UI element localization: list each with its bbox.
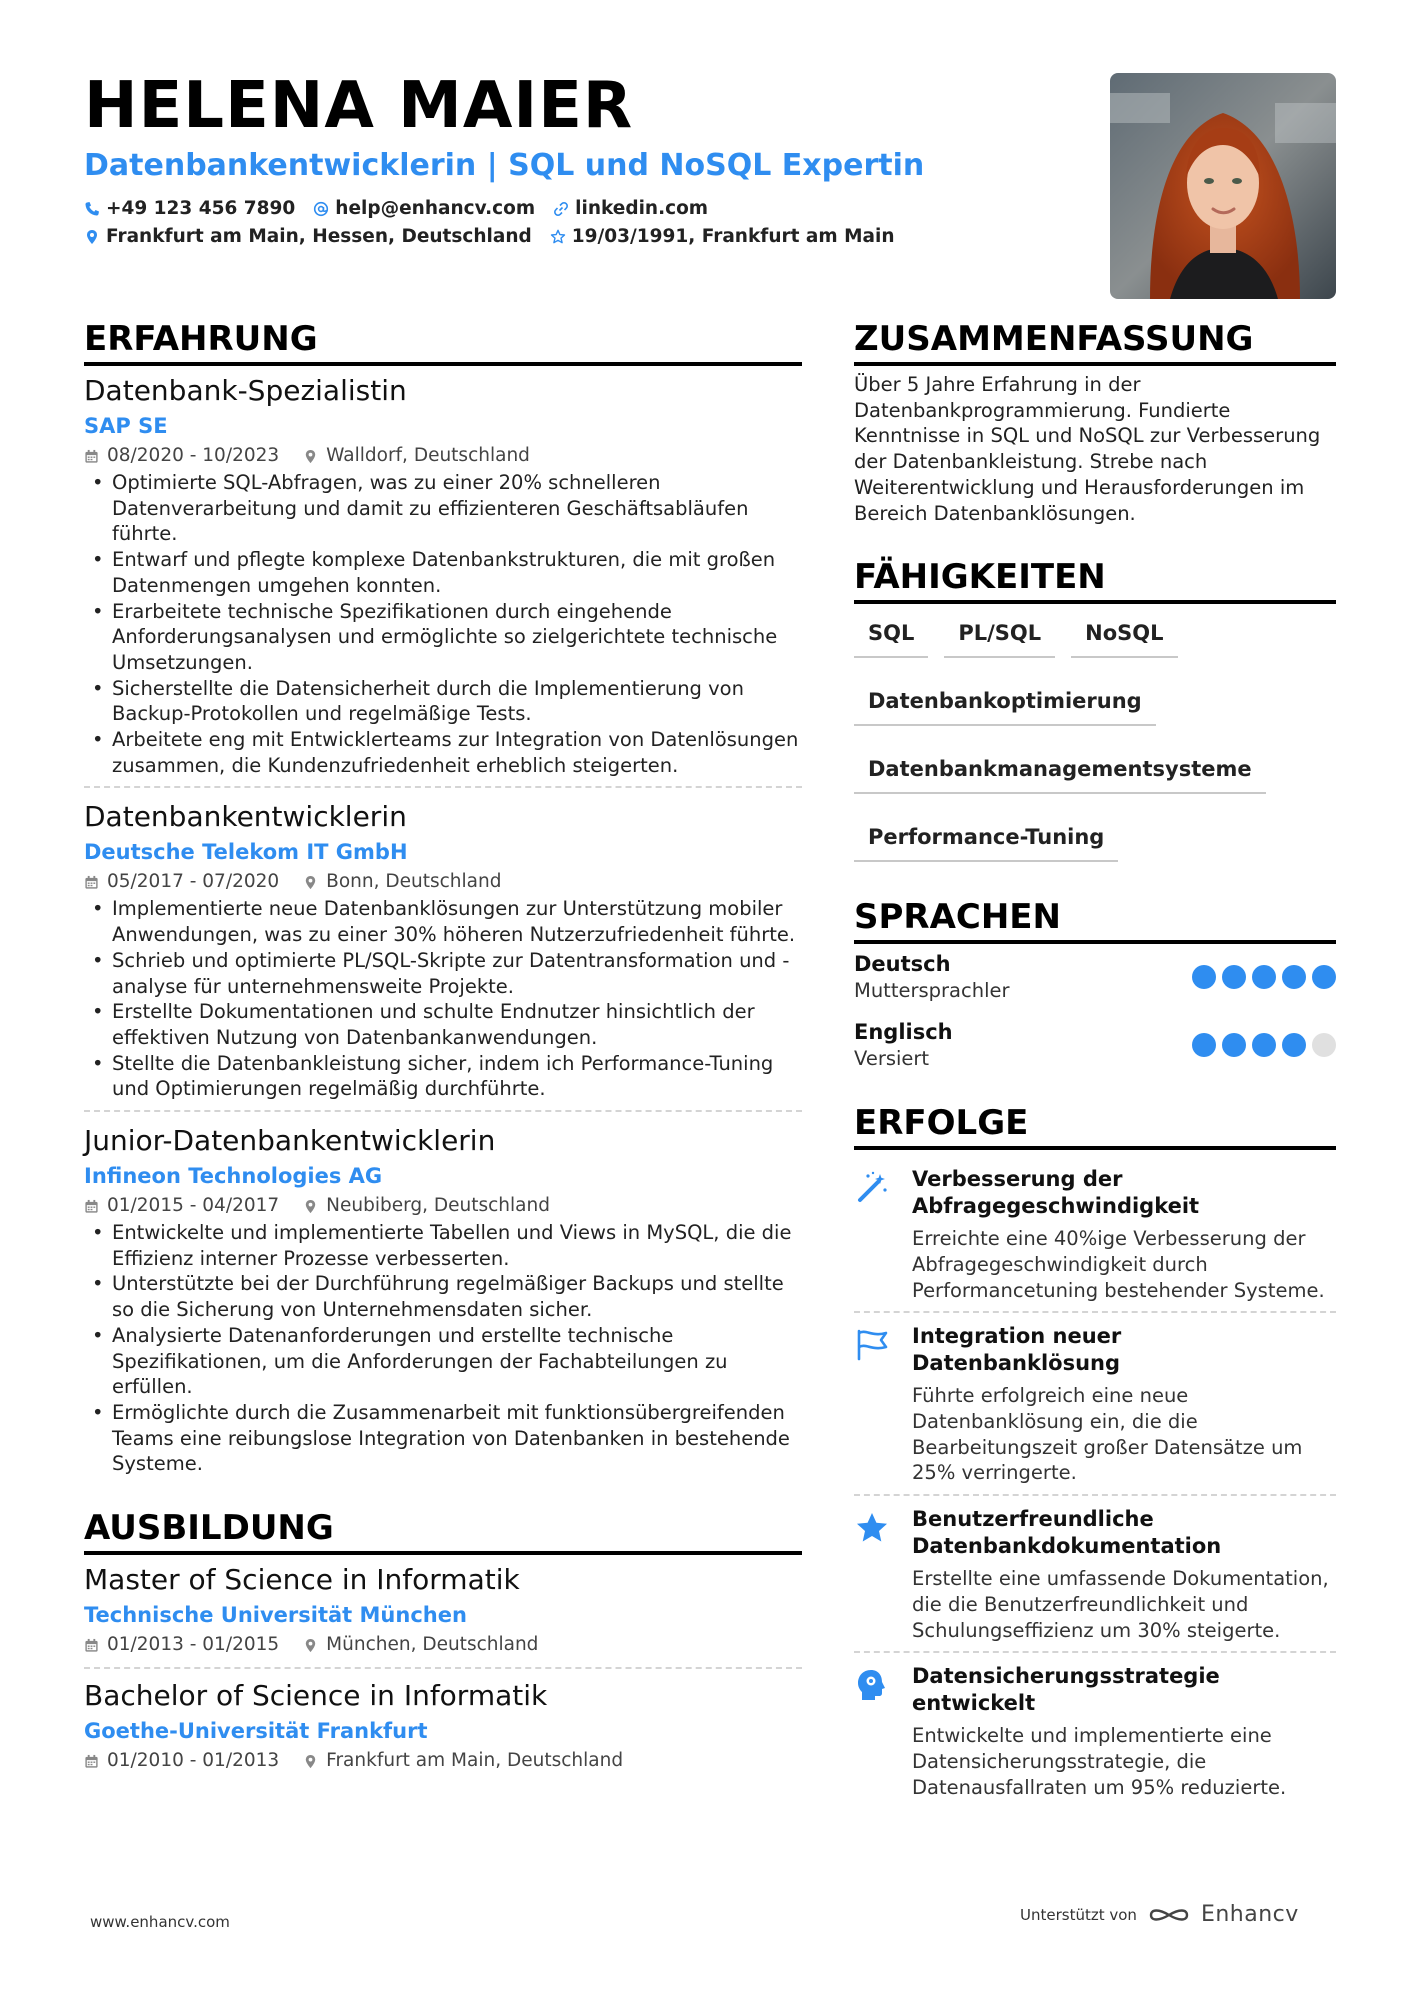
job-role: Datenbankentwicklerin [84, 800, 407, 834]
achievement-item [854, 1313, 1336, 1496]
summary-title: ZUSAMMENFASSUNG [854, 318, 1336, 366]
achievement-icon-wrap [854, 1663, 894, 1800]
job-company: Deutsche Telekom IT GmbH [84, 840, 408, 865]
job-company: Infineon Technologies AG [84, 1164, 383, 1189]
location-pin-icon [303, 875, 318, 890]
job-location-text: Walldorf, Deutschland [326, 445, 530, 466]
candidate-headline: Datenbankentwicklerin | SQL und NoSQL Expertin [84, 148, 925, 183]
location-pin-icon [303, 1754, 318, 1769]
education-dates [84, 1631, 279, 1659]
achievement-desc: Erreichte eine 40%ige Verbesserung der Abfragegeschwindigkeit durch Performancetuning bestehender Systeme. [912, 1227, 1325, 1302]
job-dates [84, 868, 279, 896]
job-bullets [84, 1220, 802, 1477]
head-icon [854, 1667, 890, 1703]
phone-text: +49 123 456 7890 [106, 198, 296, 219]
skill-tag: Performance-Tuning [854, 822, 1118, 862]
achievement-title: Integration neuer Datenbanklösung [912, 1324, 1122, 1376]
job-location-text: Neubiberg, Deutschland [326, 1195, 550, 1217]
contact-location [84, 224, 532, 250]
contact-birth [550, 224, 895, 250]
location-pin-icon [303, 1638, 318, 1653]
achievement-desc: Führte erfolgreich eine neue Datenbanklösung ein, die die Bearbeitungszeit großer Datensätze um 25% verringerte. [912, 1384, 1303, 1485]
star-outline-icon [550, 229, 566, 245]
education-location [303, 1747, 623, 1775]
star-icon [854, 1510, 890, 1546]
education-location-text: Frankfurt am Main, Deutschland [326, 1750, 624, 1772]
job-entry [84, 1112, 802, 1485]
rating-dot-filled [1192, 1033, 1216, 1057]
rating-dot-filled [1222, 965, 1246, 989]
email-text: help@enhancv.com [335, 198, 536, 219]
rating-dot-filled [1312, 965, 1336, 989]
achievement-desc: Entwickelte und implementierte eine Datensicherungsstrategie, die Datenausfallraten um 95% reduzierte. [912, 1724, 1287, 1799]
bullet-item: • Entwickelte und implementierte Tabellen und Views in MySQL, die die Effizienz interner Prozesse verbesserten. [84, 1220, 802, 1271]
location-pin-icon [303, 1199, 318, 1214]
skills-list [854, 618, 1324, 862]
brand-name: Enhancv [1200, 1902, 1299, 1927]
achievement-title: Verbesserung der Abfragegeschwindigkeit [912, 1167, 1200, 1219]
contact-phone[interactable] [84, 196, 295, 222]
rating-dot-filled [1252, 965, 1276, 989]
job-dates [84, 442, 279, 470]
job-entry [84, 372, 802, 788]
education-degree: Master of Science in Informatik [84, 1563, 520, 1597]
education-entry [84, 1561, 802, 1669]
education-school: Goethe-Universität Frankfurt [84, 1719, 428, 1744]
achievements-title: ERFOLGE [854, 1102, 1336, 1150]
language-name: Deutsch [854, 952, 951, 977]
skill-tag: Datenbankoptimierung [854, 686, 1156, 726]
contact-email[interactable] [313, 196, 535, 222]
job-bullets [84, 896, 802, 1102]
left-column [84, 318, 802, 1783]
rating-dot-filled [1282, 965, 1306, 989]
job-entry [84, 788, 802, 1112]
calendar-icon [84, 1199, 99, 1214]
contact-row-2 [84, 224, 1084, 250]
language-name: Englisch [854, 1020, 953, 1045]
education-degree: Bachelor of Science in Informatik [84, 1679, 548, 1713]
birth-text: 19/03/1991, Frankfurt am Main [571, 226, 895, 247]
skill-tag: SQL [854, 618, 928, 658]
resume-header [84, 70, 1084, 250]
education-title: AUSBILDUNG [84, 1507, 802, 1555]
skill-tag: NoSQL [1071, 618, 1177, 658]
footer-branding [1020, 1902, 1299, 1927]
candidate-name: HELENA MAIER [84, 69, 634, 143]
calendar-icon [84, 1754, 99, 1769]
achievement-title: Datensicherungsstrategie entwickelt [912, 1664, 1220, 1716]
contact-row-1 [84, 196, 1084, 222]
job-company: SAP SE [84, 414, 168, 438]
languages-title: SPRACHEN [854, 896, 1336, 944]
job-bullets [84, 470, 802, 778]
job-meta [84, 442, 802, 470]
job-location [303, 1192, 550, 1220]
right-column [854, 318, 1336, 1808]
job-location-text: Bonn, Deutschland [326, 871, 502, 893]
rating-dot-filled [1252, 1033, 1276, 1057]
language-item [854, 950, 1336, 1004]
bullet-item: • Arbeitete eng mit Entwicklerteams zur Integration von Datenlösungen zusammen, die Kundenzufriedenheit erheblich steigerten. [84, 727, 802, 778]
job-location [303, 868, 501, 896]
job-dates-text: 08/2020 - 10/2023 [107, 445, 280, 466]
achievement-title: Benutzerfreundliche Datenbankdokumentation [912, 1507, 1222, 1559]
bullet-item: • Erstellte Dokumentationen und schulte Endnutzer hinsichtlich der effektiven Nutzung von Datenbankanwendungen. [84, 999, 802, 1050]
bullet-item: • Stellte die Datenbankleistung sicher, indem ich Performance-Tuning und Optimierungen regelmäßig durchführte. [84, 1051, 802, 1102]
calendar-icon [84, 449, 99, 464]
profile-photo [1110, 73, 1336, 299]
calendar-icon [84, 1638, 99, 1653]
education-location-text: München, Deutschland [326, 1634, 539, 1656]
achievement-icon-wrap [854, 1166, 894, 1303]
bullet-item: • Entwarf und pflegte komplexe Datenbankstrukturen, die mit großen Datenmengen umgehen konnten. [84, 547, 802, 598]
achievement-item [854, 1653, 1336, 1808]
bullet-item: • Sicherstellte die Datensicherheit durch die Implementierung von Backup-Protokollen und regelmäßige Tests. [84, 676, 802, 727]
location-pin-icon [303, 449, 318, 464]
location-text: Frankfurt am Main, Hessen, Deutschland [106, 226, 532, 247]
job-role: Datenbank-Spezialistin [84, 374, 407, 407]
summary-text: Über 5 Jahre Erfahrung in der Datenbankprogrammierung. Fundierte Kenntnisse in SQL und NoSQL zur Verbesserung der Datenbankleistung. Strebe nach Weiterentwicklung und Herausforderungen im Bereich Datenbanklösungen. [854, 373, 1321, 525]
job-dates-text: 05/2017 - 07/2020 [107, 871, 280, 893]
bullet-item: • Analysierte Datenanforderungen und erstellte technische Spezifikationen, um die Anforderungen der Fachabteilungen zu erfüllen. [84, 1323, 802, 1400]
at-icon [313, 201, 329, 217]
education-meta [84, 1747, 802, 1775]
job-role: Junior-Datenbankentwicklerin [84, 1124, 496, 1158]
language-item [854, 1018, 1336, 1072]
job-dates-text: 01/2015 - 04/2017 [107, 1195, 280, 1217]
education-meta [84, 1631, 802, 1659]
bullet-item: • Schrieb und optimierte PL/SQL-Skripte zur Datentransformation und -analyse für unternehmensweite Projekte. [84, 948, 802, 999]
rating-dot-filled [1192, 965, 1216, 989]
bullet-item: • Optimierte SQL-Abfragen, was zu einer 20% schnelleren Datenverarbeitung und damit zu effizienteren Geschäftsabläufen führte. [84, 470, 802, 547]
skills-title: FÄHIGKEITEN [854, 556, 1336, 604]
footer-website[interactable]: www.enhancv.com [90, 1913, 230, 1931]
bullet-item: • Unterstützte bei der Durchführung regelmäßiger Backups und stellte so die Sicherung von Unternehmensdaten sicher. [84, 1271, 802, 1322]
experience-title: ERFAHRUNG [84, 318, 802, 366]
achievement-icon-wrap [854, 1323, 894, 1486]
enhancv-logo-icon [1147, 1903, 1191, 1927]
skill-tag: Datenbankmanagementsysteme [854, 754, 1266, 794]
job-meta [84, 1192, 802, 1220]
bullet-item: • Erarbeitete technische Spezifikationen durch eingehende Anforderungsanalysen und ermöglichte so zielgerichtete technische Umsetzungen. [84, 599, 802, 676]
job-location [303, 442, 530, 470]
education-location [303, 1631, 538, 1659]
magic-wand-icon [854, 1170, 890, 1206]
bullet-item: • Ermöglichte durch die Zusammenarbeit mit funktionsübergreifenden Teams eine reibungslose Integration von Datenbanken in bestehende Systeme. [84, 1400, 802, 1477]
education-entry [84, 1669, 802, 1783]
calendar-icon [84, 875, 99, 890]
flag-icon [854, 1327, 890, 1363]
rating-dot-filled [1222, 1033, 1246, 1057]
achievement-item [854, 1496, 1336, 1653]
job-meta [84, 868, 802, 896]
job-dates [84, 1192, 279, 1220]
education-dates-text: 01/2013 - 01/2015 [107, 1634, 280, 1656]
education-school: Technische Universität München [84, 1603, 467, 1628]
education-dates [84, 1747, 279, 1775]
language-level: Muttersprachler [854, 979, 1010, 1003]
rating-dot-empty [1312, 1033, 1336, 1057]
language-rating [1192, 1033, 1336, 1057]
contact-linkedin[interactable] [553, 196, 708, 222]
link-icon [553, 201, 569, 217]
achievement-desc: Erstellte eine umfassende Dokumentation, die die Benutzerfreundlichkeit und Schulungseffizienz um 30% steigerte. [912, 1567, 1329, 1642]
phone-icon [84, 201, 100, 217]
powered-by-text: Unterstützt von [1020, 1905, 1137, 1924]
education-dates-text: 01/2010 - 01/2013 [107, 1750, 280, 1772]
achievement-item [854, 1156, 1336, 1313]
achievement-icon-wrap [854, 1506, 894, 1643]
language-level: Versiert [854, 1047, 930, 1071]
bullet-item: • Implementierte neue Datenbanklösungen zur Unterstützung mobiler Anwendungen, was zu einer 30% höheren Nutzerzufriedenheit führte. [84, 896, 802, 947]
location-pin-icon [84, 229, 100, 245]
portrait-image [1110, 73, 1336, 299]
linkedin-text: linkedin.com [575, 198, 709, 219]
language-rating [1192, 965, 1336, 989]
skill-tag: PL/SQL [944, 618, 1055, 658]
rating-dot-filled [1282, 1033, 1306, 1057]
